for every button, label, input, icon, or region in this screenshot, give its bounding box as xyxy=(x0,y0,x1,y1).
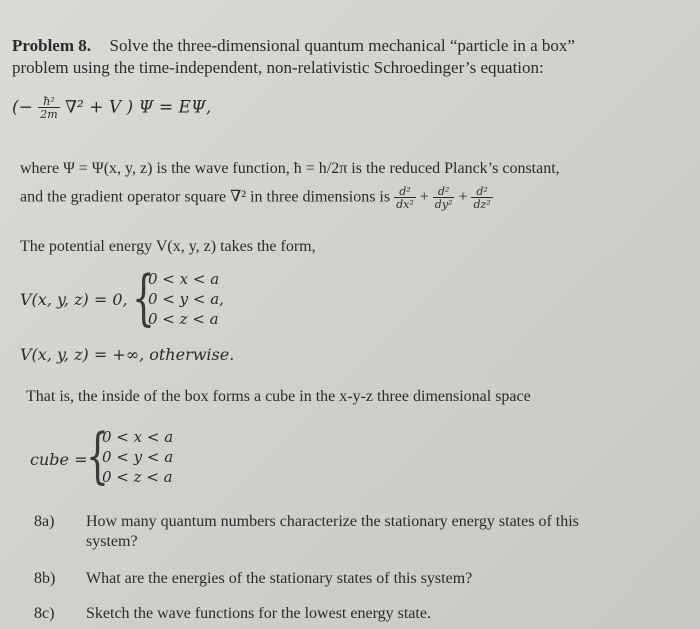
dz-num: d² xyxy=(476,185,488,198)
cube-cond-x: 0 < x < a xyxy=(102,428,174,446)
plus-2: + xyxy=(458,188,468,206)
equation-open: (− xyxy=(12,97,33,118)
question-8c-label: 8c) xyxy=(34,605,55,622)
where-line2 xyxy=(20,186,493,210)
potential-otherwise: V(x, y, z) = +∞, otherwise. xyxy=(20,345,235,364)
dx-num: d² xyxy=(399,185,411,198)
hbar-over-2m xyxy=(38,96,59,120)
cube-cond-y: 0 < y < a xyxy=(102,448,174,466)
cube-cond-z: 0 < z < a xyxy=(102,468,173,486)
question-8a-label: 8a) xyxy=(34,513,55,530)
cube-lhs: cube = xyxy=(30,450,88,469)
potential-cond-y: 0 < y < a, xyxy=(148,290,224,308)
question-8b-label: 8b) xyxy=(34,570,56,587)
d2-dx2 xyxy=(394,186,416,210)
where-line1: where Ψ = Ψ(x, y, z) is the wave function, ħ = h/2π is the reduced Planck’s constant, xyxy=(20,160,560,177)
problem-intro-line1: Solve the three-dimensional quantum mechanical “particle in a box” xyxy=(109,36,575,55)
frac-num: ħ² xyxy=(43,95,55,108)
dz-den: dz² xyxy=(473,198,491,211)
dy-num: d² xyxy=(437,185,450,198)
potential-brace: { xyxy=(132,263,155,333)
question-8a-line2: system? xyxy=(86,533,138,550)
dy-den: dy² xyxy=(434,198,453,211)
potential-lhs: V(x, y, z) = 0, xyxy=(20,290,128,309)
frac-den: 2m xyxy=(40,108,58,121)
potential-intro: The potential energy V(x, y, z) takes the form, xyxy=(20,238,316,255)
problem-intro-line2: problem using the time-independent, non-relativistic Schroedinger’s equation: xyxy=(12,58,544,77)
potential-cond-z: 0 < z < a xyxy=(148,310,219,328)
schroedinger-equation xyxy=(12,96,211,120)
d2-dz2 xyxy=(471,186,492,210)
question-8b-line1: What are the energies of the stationary states of this system? xyxy=(86,570,473,587)
question-8a-line1: How many quantum numbers characterize the stationary energy states of this xyxy=(86,513,579,530)
equation-body: ∇² + V ) Ψ = EΨ, xyxy=(65,97,212,118)
problem-label: Problem 8. xyxy=(12,36,92,55)
potential-cond-x: 0 < x < a xyxy=(148,270,220,288)
cube-brace: { xyxy=(86,421,109,491)
where-line2-prefix: and the gradient operator square ∇² in three dimensions is xyxy=(20,188,391,206)
plus-1: + xyxy=(419,188,429,206)
cube-intro: That is, the inside of the box forms a cube in the x-y-z three dimensional space xyxy=(26,388,531,405)
dx-den: dx² xyxy=(396,198,414,211)
question-8c-line1: Sketch the wave functions for the lowest energy state. xyxy=(86,605,431,622)
problem-header xyxy=(12,36,575,56)
d2-dy2 xyxy=(433,186,455,210)
